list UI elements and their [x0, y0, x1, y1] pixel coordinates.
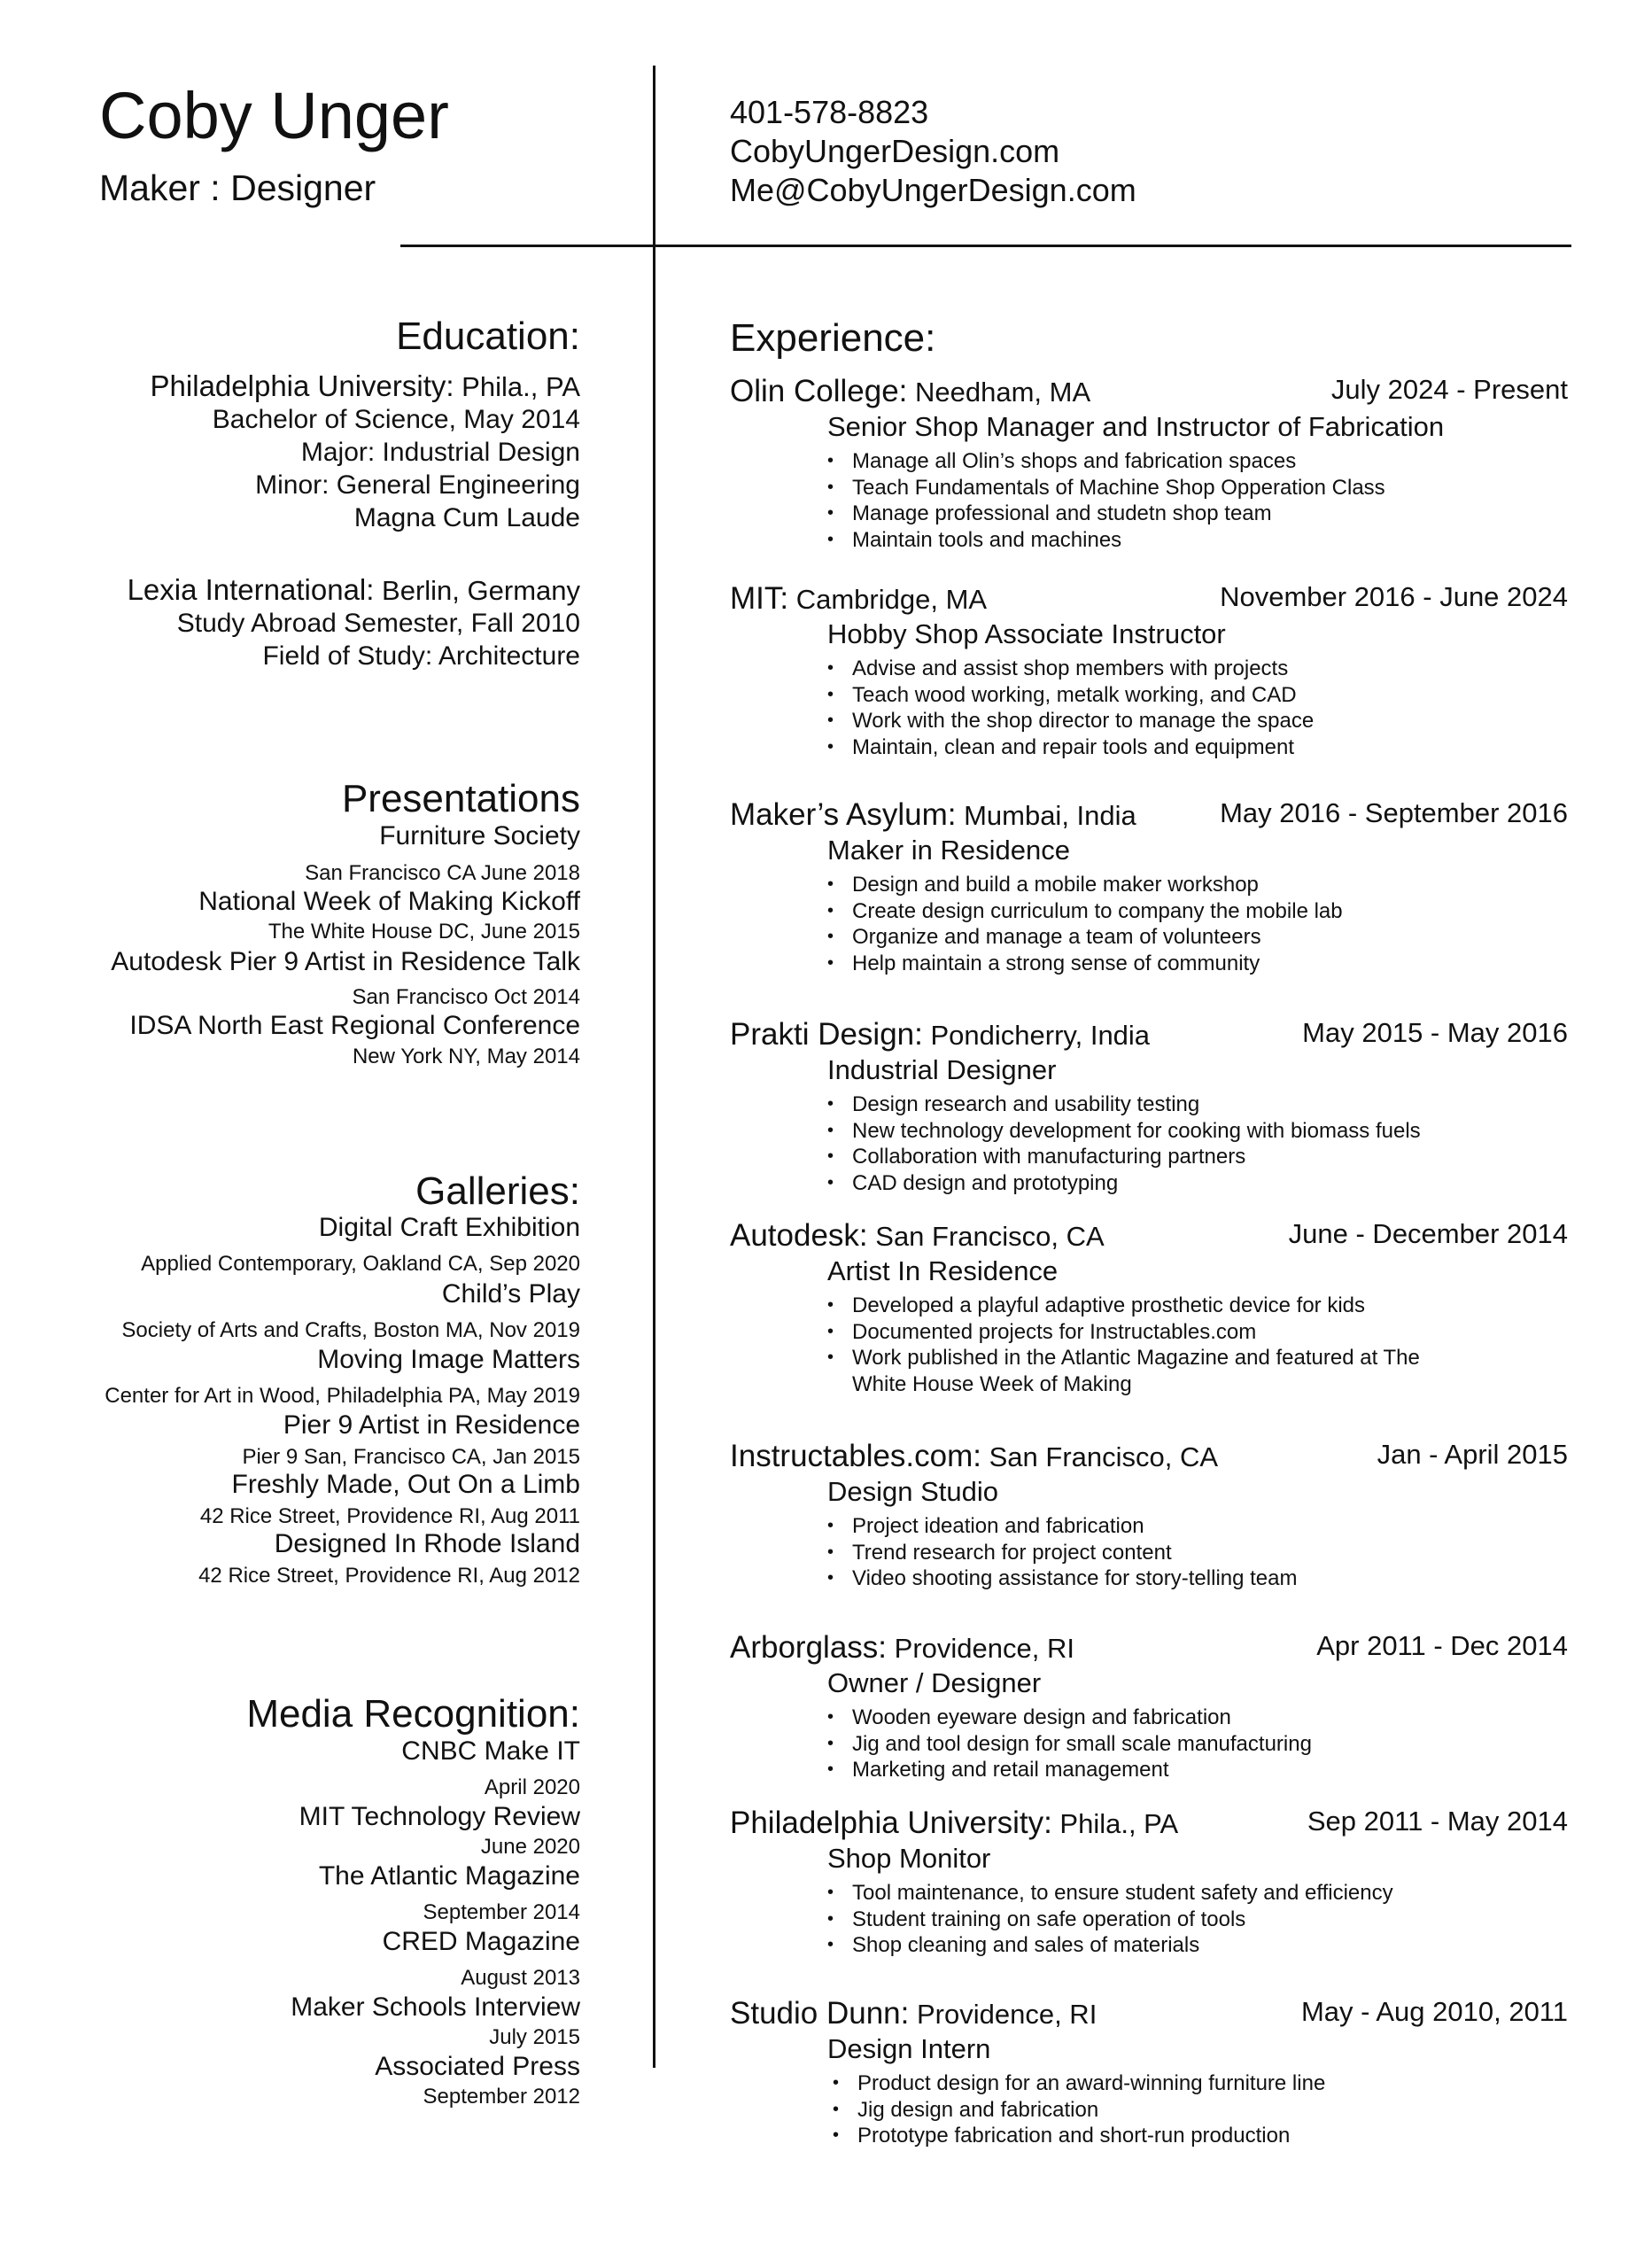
job-dates: Apr 2011 - Dec 2014 [1316, 1630, 1568, 1661]
presentation-title: Autodesk Pier 9 Artist in Residence Talk [111, 947, 580, 976]
gallery-meta: Applied Contemporary, Oakland CA, Sep 2020 [141, 1252, 580, 1276]
presentation-title: National Week of Making Kickoff [198, 887, 580, 916]
job-bullets [827, 1293, 1420, 1397]
media-heading: Media Recognition: [246, 1692, 580, 1736]
job-bullet: • Wooden eyeware design and fabrication [827, 1705, 1312, 1731]
resume-tagline: Maker : Designer [99, 167, 376, 208]
job-location: Providence, RI [909, 1999, 1097, 2030]
media-title: Associated Press [375, 2052, 580, 2081]
job-bullet: • Manage all Olin’s shops and fabrication spaces [827, 448, 1385, 475]
gallery-title: Freshly Made, Out On a Limb [231, 1470, 580, 1499]
job-bullet: • Jig design and fabrication [833, 2097, 1325, 2124]
job-organization: Philadelphia University: Phila., PA [730, 1806, 1179, 1840]
job-dates: May 2016 - September 2016 [1220, 797, 1568, 828]
job-bullet: • Shop cleaning and sales of materials [827, 1932, 1393, 1959]
job-bullet: • Design research and usability testing [827, 1091, 1421, 1118]
presentation-meta: New York NY, May 2014 [352, 1045, 580, 1068]
school-detail: Magna Cum Laude [353, 503, 580, 532]
gallery-title: Child’s Play [441, 1279, 580, 1309]
website-link[interactable]: CobyUngerDesign.com [730, 133, 1060, 169]
job-organization: MIT: Cambridge, MA [730, 581, 988, 616]
job-location: Pondicherry, India [922, 1020, 1151, 1051]
job-bullets [833, 2070, 1325, 2149]
job-bullets [827, 1513, 1298, 1592]
job-bullets [827, 872, 1343, 976]
job-role: Owner / Designer [827, 1667, 1042, 1698]
job-bullet: • Developed a playful adaptive prosthetic device for kids [827, 1293, 1420, 1319]
job-organization: Autodesk: San Francisco, CA [730, 1218, 1105, 1253]
job-location: Providence, RI [887, 1633, 1074, 1664]
job-bullet: • Design and build a mobile maker workshop [827, 872, 1343, 898]
job-bullet: • Work with the shop director to manage the space [827, 708, 1314, 734]
job-bullet: • Advise and assist shop members with projects [827, 656, 1314, 682]
job-location: San Francisco, CA [867, 1221, 1105, 1252]
job-bullet: • Help maintain a strong sense of community [827, 951, 1343, 977]
job-bullet: • Teach wood working, metalk working, and CAD [827, 682, 1314, 709]
gallery-meta: Pier 9 San, Francisco CA, Jan 2015 [242, 1445, 580, 1469]
job-bullet: • Manage professional and studetn shop team [827, 501, 1385, 527]
job-dates: May 2015 - May 2016 [1302, 1017, 1568, 1048]
job-dates: November 2016 - June 2024 [1220, 581, 1568, 612]
school-location: Phila., PA [454, 371, 580, 402]
presentation-title: Furniture Society [379, 821, 580, 850]
presentation-title: IDSA North East Regional Conference [129, 1011, 580, 1040]
job-bullets [827, 448, 1385, 553]
job-bullet: • New technology development for cooking with biomass fuels [827, 1118, 1421, 1145]
job-role: Design Intern [827, 2033, 991, 2064]
gallery-title: Moving Image Matters [317, 1345, 580, 1374]
gallery-meta: 42 Rice Street, Providence RI, Aug 2011 [199, 1504, 580, 1528]
presentations-heading: Presentations [341, 777, 580, 820]
school-name: Lexia International: Berlin, Germany [127, 573, 580, 606]
media-title: The Atlantic Magazine [318, 1861, 580, 1891]
school-detail: Study Abroad Semester, Fall 2010 [176, 609, 580, 638]
school-detail: Minor: General Engineering [255, 470, 580, 500]
job-organization: Instructables.com: San Francisco, CA [730, 1439, 1219, 1473]
resume-name: Coby Unger [99, 79, 449, 152]
gallery-meta: Center for Art in Wood, Philadelphia PA, May 2019 [105, 1384, 580, 1408]
job-dates: May - Aug 2010, 2011 [1300, 1996, 1568, 2027]
experience-heading: Experience: [730, 316, 936, 360]
job-location: Needham, MA [907, 377, 1091, 408]
job-role: Shop Monitor [827, 1843, 991, 1874]
email-link[interactable]: Me@CobyUngerDesign.com [730, 172, 1136, 208]
school-location: Berlin, Germany [374, 575, 580, 606]
job-organization: Olin College: Needham, MA [730, 374, 1091, 408]
school-detail: Bachelor of Science, May 2014 [212, 405, 580, 434]
job-bullet: • Work published in the Atlantic Magazine and featured at The [827, 1345, 1420, 1371]
job-role: Maker in Residence [827, 835, 1070, 866]
job-bullets [827, 656, 1314, 760]
job-bullet: • Maintain tools and machines [827, 527, 1385, 554]
job-bullet: • Collaboration with manufacturing partners [827, 1144, 1421, 1170]
job-bullet: • Tool maintenance, to ensure student safety and efficiency [827, 1880, 1393, 1907]
job-bullet: • Jig and tool design for small scale manufacturing [827, 1731, 1312, 1758]
job-location: Mumbai, India [956, 800, 1136, 831]
education-heading: Education: [396, 315, 580, 358]
job-bullet: White House Week of Making [852, 1371, 1132, 1396]
media-title: CRED Magazine [382, 1927, 580, 1956]
job-bullet: • Prototype fabrication and short-run production [833, 2123, 1325, 2149]
job-bullet: • Student training on safe operation of tools [827, 1907, 1393, 1933]
job-bullet: • CAD design and prototyping [827, 1170, 1421, 1197]
school-detail: Field of Study: Architecture [262, 641, 580, 671]
job-bullet: • Video shooting assistance for story-telling team [827, 1565, 1298, 1592]
school-detail: Major: Industrial Design [300, 438, 580, 467]
job-role: Industrial Designer [827, 1054, 1057, 1085]
job-bullet: • Create design curriculum to company the mobile lab [827, 898, 1343, 925]
school-name: Philadelphia University: Phila., PA [150, 369, 580, 402]
job-organization: Prakti Design: Pondicherry, India [730, 1017, 1151, 1052]
phone-number: 401-578-8823 [730, 94, 929, 130]
job-bullets [827, 1091, 1421, 1196]
gallery-meta: 42 Rice Street, Providence RI, Aug 2012 [198, 1564, 580, 1588]
job-bullet: • Marketing and retail management [827, 1757, 1312, 1783]
job-dates: Jan - April 2015 [1377, 1439, 1568, 1470]
media-title: MIT Technology Review [299, 1802, 580, 1831]
vertical-divider [653, 66, 655, 2068]
job-bullet: • Documented projects for Instructables.com [827, 1319, 1420, 1346]
presentation-meta: San Francisco CA June 2018 [305, 861, 580, 885]
gallery-title: Digital Craft Exhibition [318, 1213, 580, 1242]
job-role: Hobby Shop Associate Instructor [827, 618, 1226, 649]
job-organization: Maker’s Asylum: Mumbai, India [730, 797, 1136, 832]
media-title: Maker Schools Interview [291, 1992, 580, 2022]
media-meta: August 2013 [461, 1966, 580, 1990]
job-bullet: • Teach Fundamentals of Machine Shop Opperation Class [827, 475, 1385, 501]
job-dates: July 2024 - Present [1330, 374, 1568, 405]
media-meta: June 2020 [480, 1835, 580, 1859]
job-role: Design Studio [827, 1476, 999, 1507]
job-location: Cambridge, MA [788, 584, 988, 615]
media-title: CNBC Make IT [401, 1736, 580, 1766]
job-location: Phila., PA [1051, 1808, 1179, 1839]
job-organization: Arborglass: Providence, RI [730, 1630, 1074, 1665]
job-role: Senior Shop Manager and Instructor of Fabrication [827, 411, 1445, 442]
job-dates: Sep 2011 - May 2014 [1307, 1806, 1568, 1837]
media-meta: September 2014 [423, 1900, 580, 1924]
job-bullets [827, 1880, 1393, 1959]
gallery-meta: Society of Arts and Crafts, Boston MA, Nov 2019 [121, 1318, 580, 1342]
job-bullets [827, 1705, 1312, 1783]
galleries-heading: Galleries: [415, 1169, 580, 1213]
gallery-title: Pier 9 Artist in Residence [283, 1410, 580, 1440]
job-bullet: • Maintain, clean and repair tools and equipment [827, 734, 1314, 761]
job-organization: Studio Dunn: Providence, RI [730, 1996, 1097, 2031]
job-location: San Francisco, CA [981, 1441, 1219, 1472]
job-role: Artist In Residence [827, 1255, 1059, 1286]
job-bullet: • Project ideation and fabrication [827, 1513, 1298, 1540]
gallery-title: Designed In Rhode Island [274, 1529, 580, 1558]
media-meta: September 2012 [423, 2085, 580, 2109]
presentation-meta: The White House DC, June 2015 [268, 920, 580, 944]
horizontal-divider [400, 245, 1571, 247]
job-dates: June - December 2014 [1288, 1218, 1568, 1249]
media-meta: April 2020 [484, 1775, 580, 1799]
media-meta: July 2015 [489, 2025, 580, 2049]
job-bullet: • Product design for an award-winning furniture line [833, 2070, 1325, 2097]
job-bullet: • Organize and manage a team of volunteers [827, 924, 1343, 951]
presentation-meta: San Francisco Oct 2014 [352, 985, 580, 1009]
job-bullet: • Trend research for project content [827, 1540, 1298, 1566]
